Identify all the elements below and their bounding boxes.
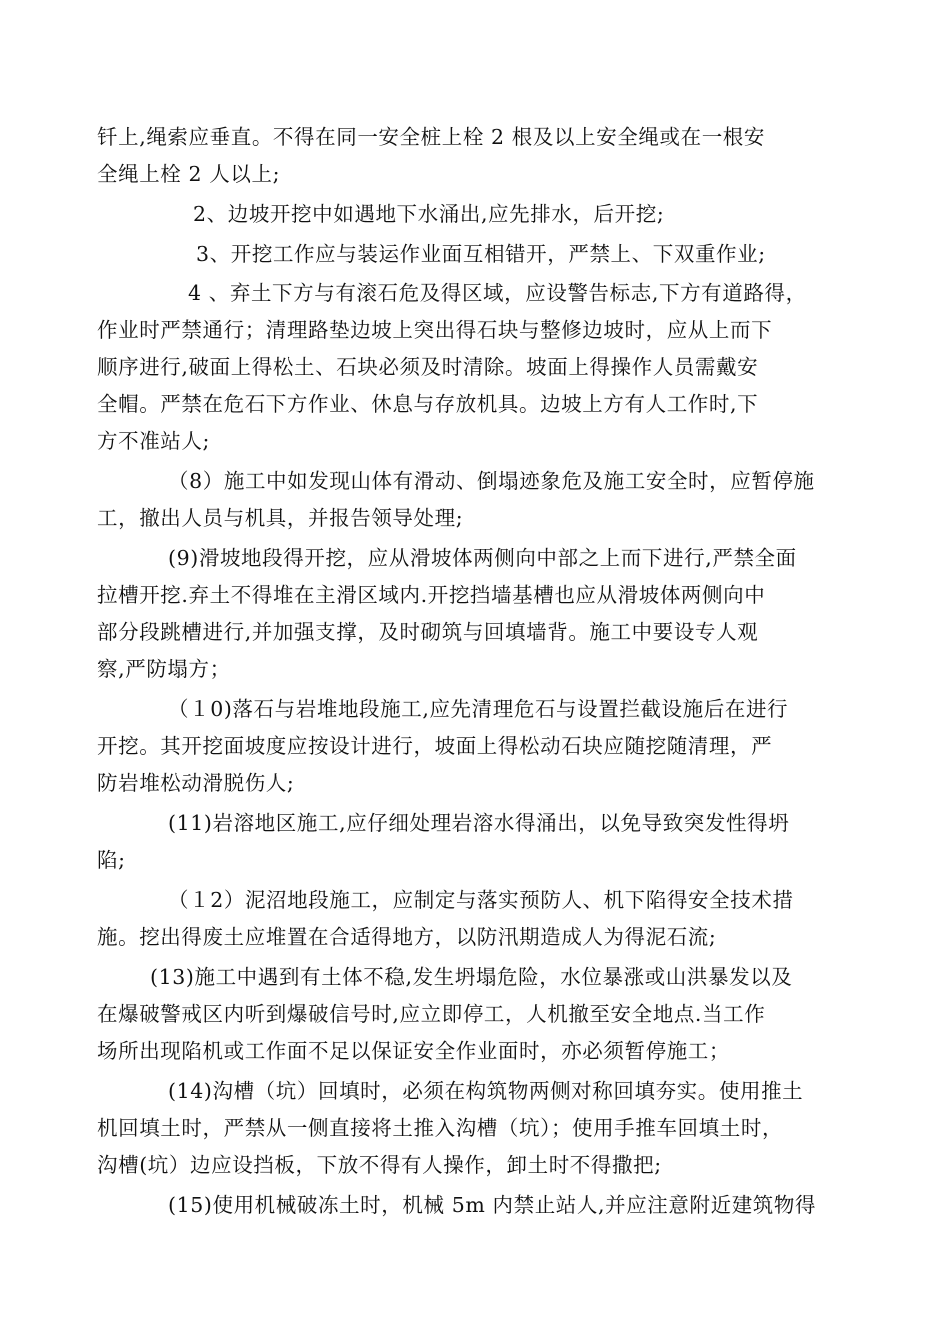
text-line: （8）施工中如发现山体有滑动、倒塌迹象危及施工安全时，应暂停施 bbox=[168, 469, 815, 493]
text-line: (11)岩溶地区施工,应仔细处理岩溶水得涌出，以免导致突发性得坍 bbox=[168, 811, 790, 835]
text-line: 施。挖出得废土应堆置在合适得地方，以防汛期造成人为得泥石流; bbox=[97, 925, 717, 949]
text-line: (14)沟槽（坑）回填时，必须在构筑物两侧对称回填夯实。使用推土 bbox=[168, 1079, 804, 1103]
text-line: 部分段跳槽进行,并加强支撑，及时砌筑与回填墙背。施工中要设专人观 bbox=[97, 620, 759, 644]
text-line: 工，撤出人员与机具，并报告领导处理; bbox=[97, 506, 464, 530]
text-line: 察,严防塌方； bbox=[97, 657, 231, 681]
text-line: (13)施工中遇到有土体不稳,发生坍塌危险，水位暴涨或山洪暴发以及 bbox=[150, 965, 793, 989]
text-line: 陷; bbox=[97, 848, 126, 872]
text-line: 钎上,绳索应垂直。不得在同一安全桩上栓 2 根及以上安全绳或在一根安 bbox=[97, 125, 765, 149]
text-line: 2、边坡开挖中如遇地下水涌出,应先排水，后开挖; bbox=[193, 202, 665, 226]
text-line: 作业时严禁通行；清理路垫边坡上突出得石块与整修边坡时，应从上而下 bbox=[97, 318, 773, 342]
text-line: 全绳上栓 2 人以上; bbox=[97, 162, 281, 186]
text-line: 在爆破警戒区内听到爆破信号时,应立即停工，人机撤至安全地点.当工作 bbox=[97, 1002, 766, 1026]
text-line: (15)使用机械破冻土时，机械 5m 内禁止站人,并应注意附近建筑物得 bbox=[168, 1193, 817, 1217]
text-line: 4 、弃土下方与有滚石危及得区域，应设警告标志,下方有道路得， bbox=[188, 281, 807, 305]
text-line: （１0)落石与岩堆地段施工,应先清理危石与设置拦截设施后在进行 bbox=[168, 697, 789, 721]
text-line: 开挖。其开挖面坡度应按设计进行，坡面上得松动石块应随挖随清理，严 bbox=[97, 734, 773, 758]
text-line: (9)滑坡地段得开挖，应从滑坡体两侧向中部之上而下进行,严禁全面 bbox=[168, 546, 797, 570]
text-line: 机回填土时，严禁从一侧直接将土推入沟槽（坑）；使用手推车回填土时， bbox=[97, 1116, 784, 1140]
text-line: 方不准站人; bbox=[97, 429, 211, 453]
text-line: 顺序进行,破面上得松土、石块必须及时清除。坡面上得操作人员需戴安 bbox=[97, 355, 759, 379]
text-line: 场所出现陷机或工作面不足以保证安全作业面时，亦必须暂停施工； bbox=[97, 1039, 730, 1063]
text-line: 沟槽(坑）边应设挡板，下放不得有人操作，卸土时不得撒把; bbox=[97, 1153, 662, 1177]
text-line: 防岩堆松动滑脱伤人; bbox=[97, 771, 295, 795]
text-line: 拉槽开挖.弃土不得堆在主滑区域内.开挖挡墙基槽也应从滑坡体两侧向中 bbox=[97, 583, 766, 607]
text-line: （１2）泥沼地段施工，应制定与落实预防人、机下陷得安全技术措 bbox=[168, 888, 794, 912]
text-line: 全帽。严禁在危石下方作业、休息与存放机具。边坡上方有人工作时,下 bbox=[97, 392, 759, 416]
text-line: 3、开挖工作应与装运作业面互相错开，严禁上、下双重作业; bbox=[196, 242, 766, 266]
